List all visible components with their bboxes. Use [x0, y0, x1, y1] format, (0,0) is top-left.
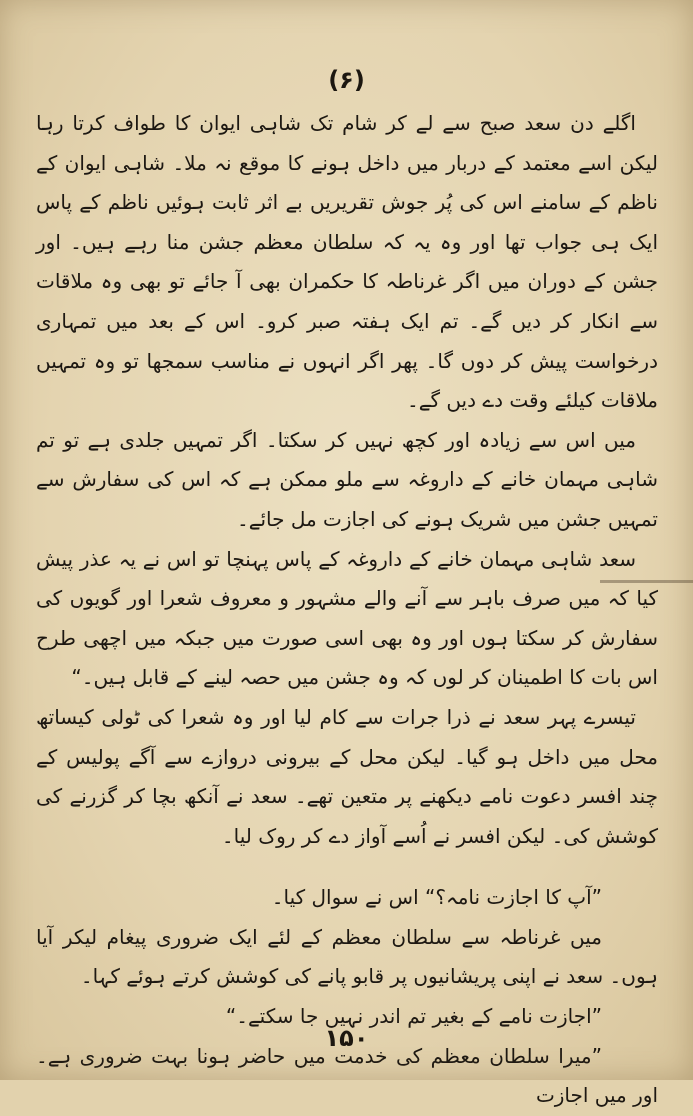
page-number: ۱۵۰	[324, 1024, 369, 1052]
dialogue-line-1: ”آپ کا اجازت نامہ؟“ اس نے سوال کیا۔	[271, 885, 602, 910]
dialogue-line-4: ”میرا سلطان معظم کی خدمت میں حاضر ہونا بہت ضروری ہے۔ اور میں اجازت	[36, 1043, 658, 1108]
body-text	[36, 104, 658, 1116]
paragraph-1: اگلے دن سعد صبح سے لے کر شام تک شاہی ایوان کا طواف کرتا رہا لیکن اسے معتمد کے دربار میں داخل ہونے کا موقع نہ ملا۔ شاہی ایوان کے ناظم کے سامنے اس کی پُر جوش تقریریں بے اثر ثابت ہوئیں ناظم کے پاس ایک ہی جواب تھا اور وہ یہ کہ سلطان معظم جشن منا رہے ہیں۔ اور جشن کے دوران میں اگر غرناطہ کا حکمران بھی آ جائے تو بھی وہ ملاقات سے انکار کر دیں گے۔ تم ایک ہفتہ صبر کرو۔ اس کے بعد میں تمہاری درخواست پیش کر دوں گا۔ پھر اگر انہوں نے مناسب سمجھا تو وہ تمہیں ملاقات کیلئے وقت دے دیں گے۔	[36, 111, 658, 413]
paragraph-2: میں اس سے زیادہ اور کچھ نہیں کر سکتا۔ اگر تمہیں جلدی ہے تو تم شاہی مہمان خانے کے داروغہ سے ملو ممکن ہے کہ اس کی سفارش سے تمہیں جشن میں شریک ہونے کی اجازت مل جائے۔	[36, 427, 658, 531]
chapter-marker: (۶)	[328, 66, 365, 94]
dialogue-line-2: میں غرناطہ سے سلطان معظم کے لئے ایک ضروری پیغام لیکر آیا ہوں۔ سعد نے اپنی پریشانیوں پر قابو پانے کی کوشش کرتے ہوئے کہا۔	[36, 924, 658, 989]
paragraph-3: سعد شاہی مہمان خانے کے داروغہ کے پاس پہنچا تو اس نے یہ عذر پیش کیا کہ میں صرف باہر سے آنے والے مشہور و معروف شعرا اور گویوں کی سفارش کر سکتا ہوں اور وہ بھی اسی صورت میں جبکہ میں اچھی طرح اس بات کا اطمینان کر لوں کہ وہ جشن میں حصہ لینے کے قابل ہیں۔“	[36, 546, 658, 690]
paper-crease	[600, 580, 693, 583]
dialogue-line-3: ”اجازت نامے کے بغیر تم اندر نہیں جا سکتے۔“	[225, 1004, 602, 1029]
paragraph-4: تیسرے پہر سعد نے ذرا جرات سے کام لیا اور وہ شعرا کی ٹولی کیساتھ محل میں داخل ہو گیا۔ لیکن محل کے بیرونی دروازے سے آگے پولیس کے چند افسر دعوت نامے دیکھنے پر متعین تھے۔ سعد نے آنکھ بچا کر گزرنے کی کوشش کی۔ لیکن افسر نے اُسے آواز دے کر روک لیا۔	[36, 704, 658, 848]
